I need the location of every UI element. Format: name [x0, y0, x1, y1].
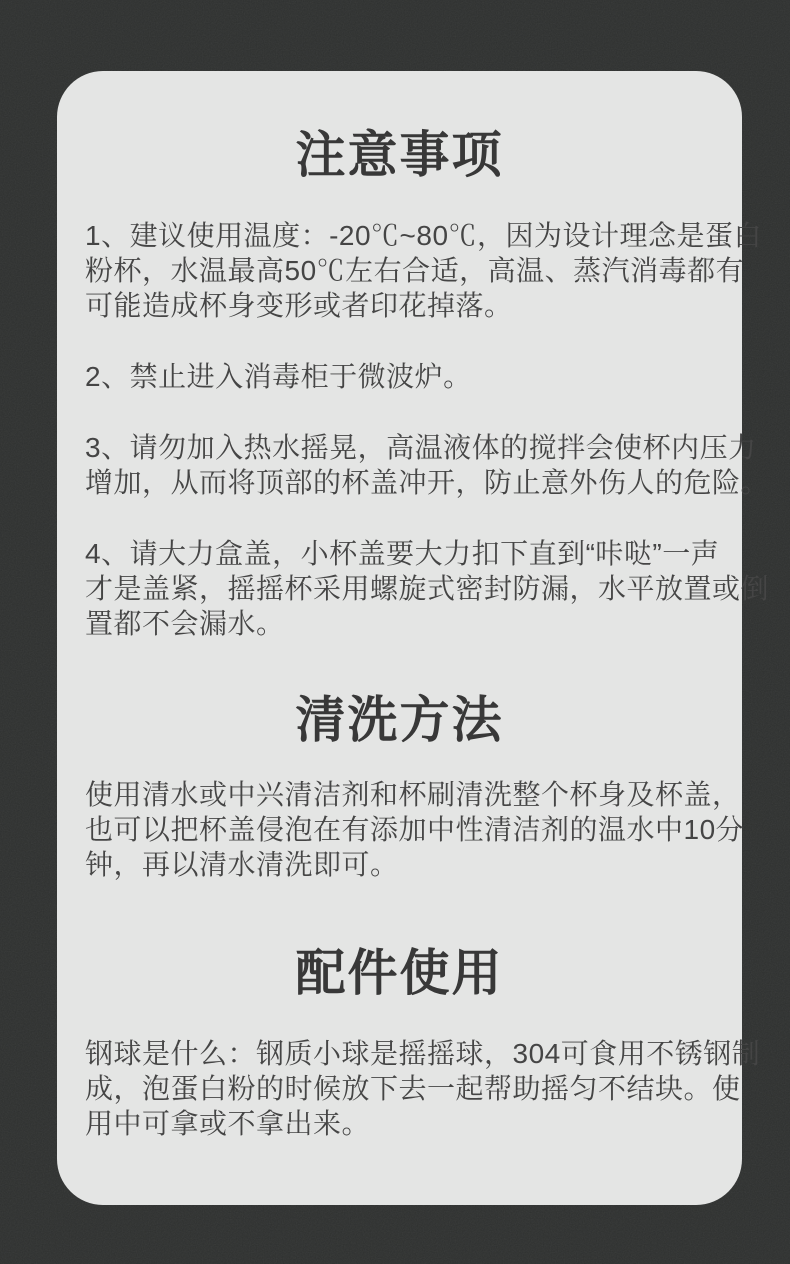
- text-line: 用中可拿或不拿出来。: [85, 1108, 371, 1139]
- text-line: 也可以把杯盖侵泡在有添加中性清洁剂的温水中10分: [85, 814, 745, 845]
- section-title-accessory-usage: 配件使用: [295, 945, 504, 1001]
- text-line: 1、建议使用温度：-20℃~80℃，因为设计理念是蛋白: [85, 220, 763, 251]
- precautions-item-1: [85, 218, 763, 323]
- precautions-item-2: [85, 359, 714, 394]
- text-line: 可能造成杯身变形或者印花掉落。: [85, 290, 513, 321]
- text-line: 3、请勿加入热水摇晃，高温液体的搅拌会使杯内压力: [85, 432, 757, 463]
- text-line: 使用清水或中兴清洁剂和杯刷清洗整个杯身及杯盖，: [85, 779, 741, 810]
- text-line: 2、禁止进入消毒柜于微波炉。: [85, 361, 472, 392]
- text-line: 粉杯，水温最高50℃左右合适，高温、蒸汽消毒都有: [85, 255, 745, 286]
- cleaning-method-paragraph: [85, 777, 745, 882]
- instruction-card: [57, 71, 770, 1205]
- text-line: 置都不会漏水。: [85, 608, 285, 639]
- precautions-item-3: [85, 430, 770, 500]
- section-title-precautions: 注意事项: [295, 127, 504, 183]
- accessory-usage-paragraph: [85, 1036, 761, 1141]
- text-line: 成，泡蛋白粉的时候放下去一起帮助摇匀不结块。使: [85, 1073, 741, 1104]
- text-line: 增加，从而将顶部的杯盖冲开，防止意外伤人的危险。: [85, 467, 770, 498]
- text-line: 钢球是什么：钢质小球是摇摇球，304可食用不锈钢制: [85, 1038, 761, 1069]
- text-line: 才是盖紧，摇摇杯采用螺旋式密封防漏，水平放置或倒: [85, 573, 770, 604]
- text-line: 钟，再以清水清洗即可。: [85, 849, 399, 880]
- text-line: 4、请大力盒盖，小杯盖要大力扣下直到“咔哒”一声: [85, 538, 720, 569]
- precautions-item-4: [85, 536, 770, 641]
- section-title-cleaning-method: 清洗方法: [295, 692, 504, 748]
